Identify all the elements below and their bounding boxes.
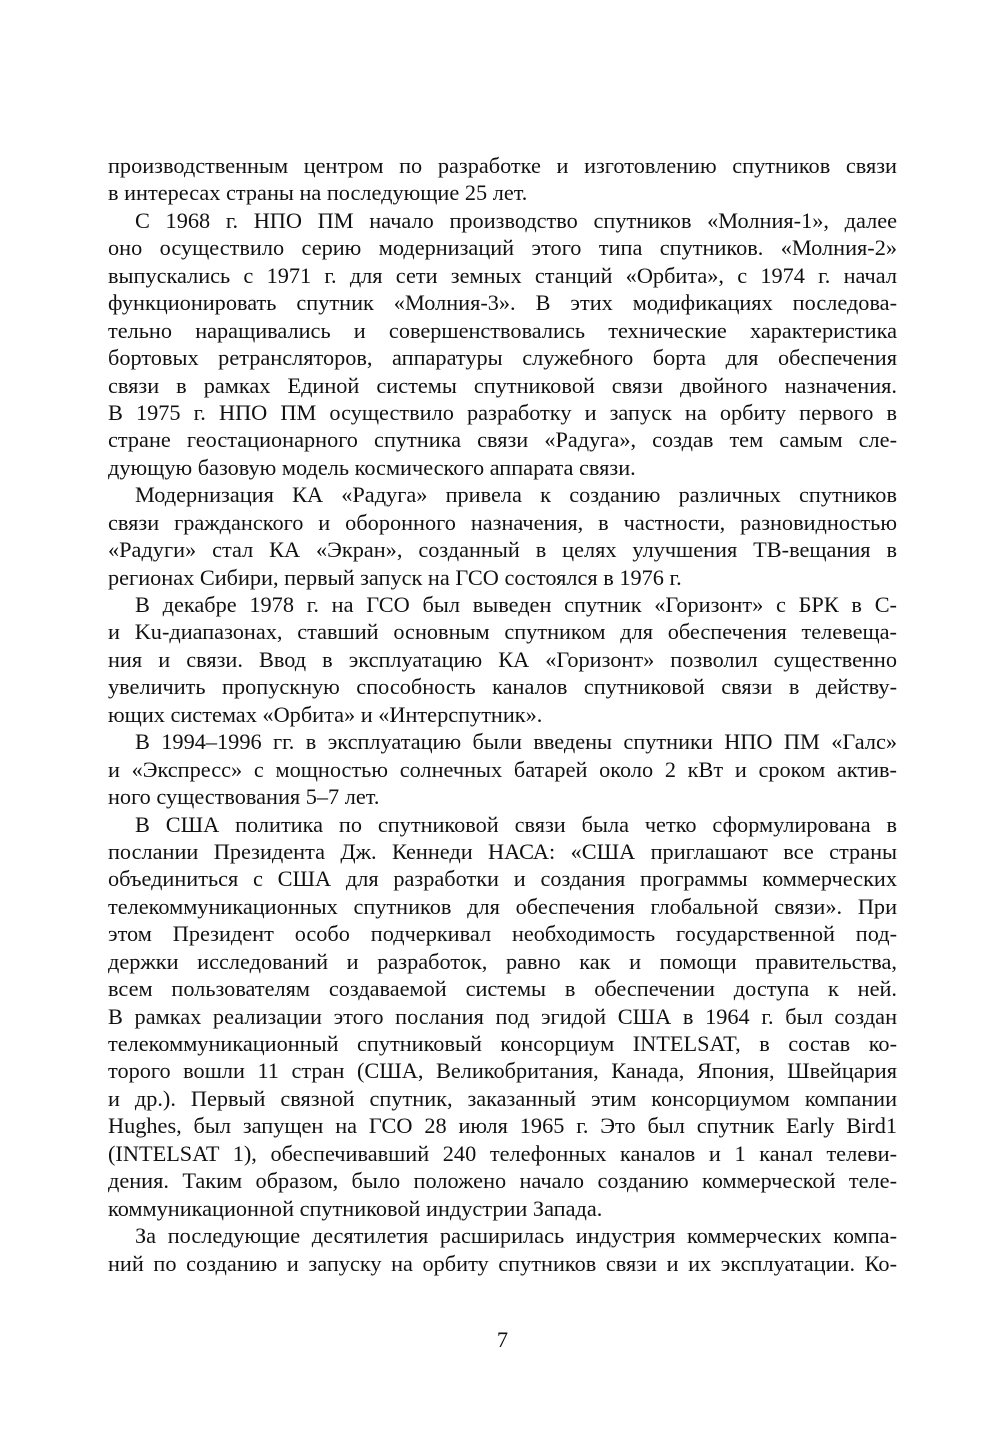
text-line: Модернизация КА «Радуга» привела к созданию различных спутников [135, 482, 897, 508]
paragraph [108, 591, 897, 728]
text-line: в интересах страны на последующие 25 лет. [108, 180, 528, 206]
text-line: ющих системах «Орбита» и «Интерспутник». [108, 701, 543, 727]
text-line: Hughes, был запущен на ГСО 28 июля 1965 г. Это был спутник Early Bird1 [108, 1113, 897, 1139]
text-line: торого вошли 11 стран (США, Великобритания, Канада, Япония, Швейцария [108, 1058, 897, 1084]
text-line: С 1968 г. НПО ПМ начало производство спутников «Молния-1», далее [135, 207, 897, 233]
text-line: оно осуществило серию модернизаций этого типа спутников. «Молния-2» [108, 235, 897, 261]
text-line: В рамках реализации этого послания под эгидой США в 1964 г. был создан [108, 1003, 897, 1029]
text-line: этом Президент особо подчеркивал необходимость государственной под- [108, 921, 897, 947]
text-line: связи гражданского и оборонного назначения, в частности, разновидностью [108, 509, 897, 535]
text-line: За последующие десятилетия расширилась индустрия коммерческих компа- [135, 1223, 897, 1249]
text-line: всем пользователям создаваемой системы в обеспечении доступа к ней. [108, 976, 897, 1002]
text-line: телекоммуникационных спутников для обеспечения глобальной связи». При [108, 893, 897, 919]
text-line: ния и связи. Ввод в эксплуатацию КА «Горизонт» позволил существенно [108, 646, 897, 672]
page-body [108, 152, 897, 1277]
paragraph [108, 152, 897, 207]
text-line: В 1975 г. НПО ПМ осуществило разработку и запуск на орбиту первого в [108, 399, 897, 425]
paragraph [108, 811, 897, 1223]
text-line: объединиться с США для разработки и создания программы коммерческих [108, 866, 897, 892]
text-line: стране геостационарного спутника связи «Радуга», создав тем самым сле- [108, 427, 897, 453]
text-line: дующую базовую модель космического аппарата связи. [108, 454, 636, 480]
text-line: держки исследований и разработок, равно как и помощи правительства, [108, 948, 897, 974]
text-line: ного существования 5–7 лет. [108, 784, 380, 810]
text-line: В США политика по спутниковой связи была четко сформулирована в [135, 811, 897, 837]
text-line: функционировать спутник «Молния-3». В этих модификациях последова- [108, 290, 897, 316]
text-line: выпускались с 1971 г. для сети земных станций «Орбита», с 1974 г. начал [108, 262, 897, 288]
paragraph [108, 207, 897, 481]
text-line: В 1994–1996 гг. в эксплуатацию были введены спутники НПО ПМ «Галс» [135, 729, 897, 755]
text-line: «Радуги» стал КА «Экран», созданный в целях улучшения ТВ-вещания в [108, 537, 897, 563]
text-line: послании Президента Дж. Кеннеди НАСА: «США приглашают все страны [108, 838, 897, 864]
paragraph [108, 481, 897, 591]
paragraph [108, 1222, 897, 1277]
text-line: В декабре 1978 г. на ГСО был выведен спутник «Горизонт» с БРК в С- [135, 592, 897, 617]
text-line: связи в рамках Единой системы спутниковой связи двойного назначения. [108, 372, 897, 398]
text-line: (INTELSAT 1), обеспечивавший 240 телефонных каналов и 1 канал телеви- [108, 1140, 897, 1166]
text-line: и «Экспресс» с мощностью солнечных батарей около 2 кВт и сроком актив- [108, 756, 897, 782]
text-line: регионах Сибири, первый запуск на ГСО состоялся в 1976 г. [108, 564, 682, 590]
text-line: дения. Таким образом, было положено начало созданию коммерческой теле- [108, 1168, 897, 1194]
text-line: и Ku-диапазонах, ставший основным спутником для обеспечения телевеща- [108, 619, 897, 645]
text-line: бортовых ретрансляторов, аппаратуры служебного борта для обеспечения [108, 345, 897, 371]
text-line: производственным центром по разработке и изготовлению спутников связи [108, 153, 897, 178]
paragraph [108, 728, 897, 810]
text-line: коммуникационной спутниковой индустрии Запада. [108, 1195, 603, 1221]
text-line: тельно наращивались и совершенствовались технические характеристика [108, 317, 897, 343]
text-line: телекоммуникационный спутниковый консорциум INTELSAT, в состав ко- [108, 1031, 897, 1056]
text-line: и др.). Первый связной спутник, заказанный этим консорциумом компании [108, 1085, 897, 1111]
page-number: 7 [496, 1327, 509, 1352]
text-line: увеличить пропускную способность каналов спутниковой связи в действу- [108, 674, 897, 700]
text-line: ний по созданию и запуску на орбиту спутников связи и их эксплуатации. Ко- [108, 1250, 897, 1276]
